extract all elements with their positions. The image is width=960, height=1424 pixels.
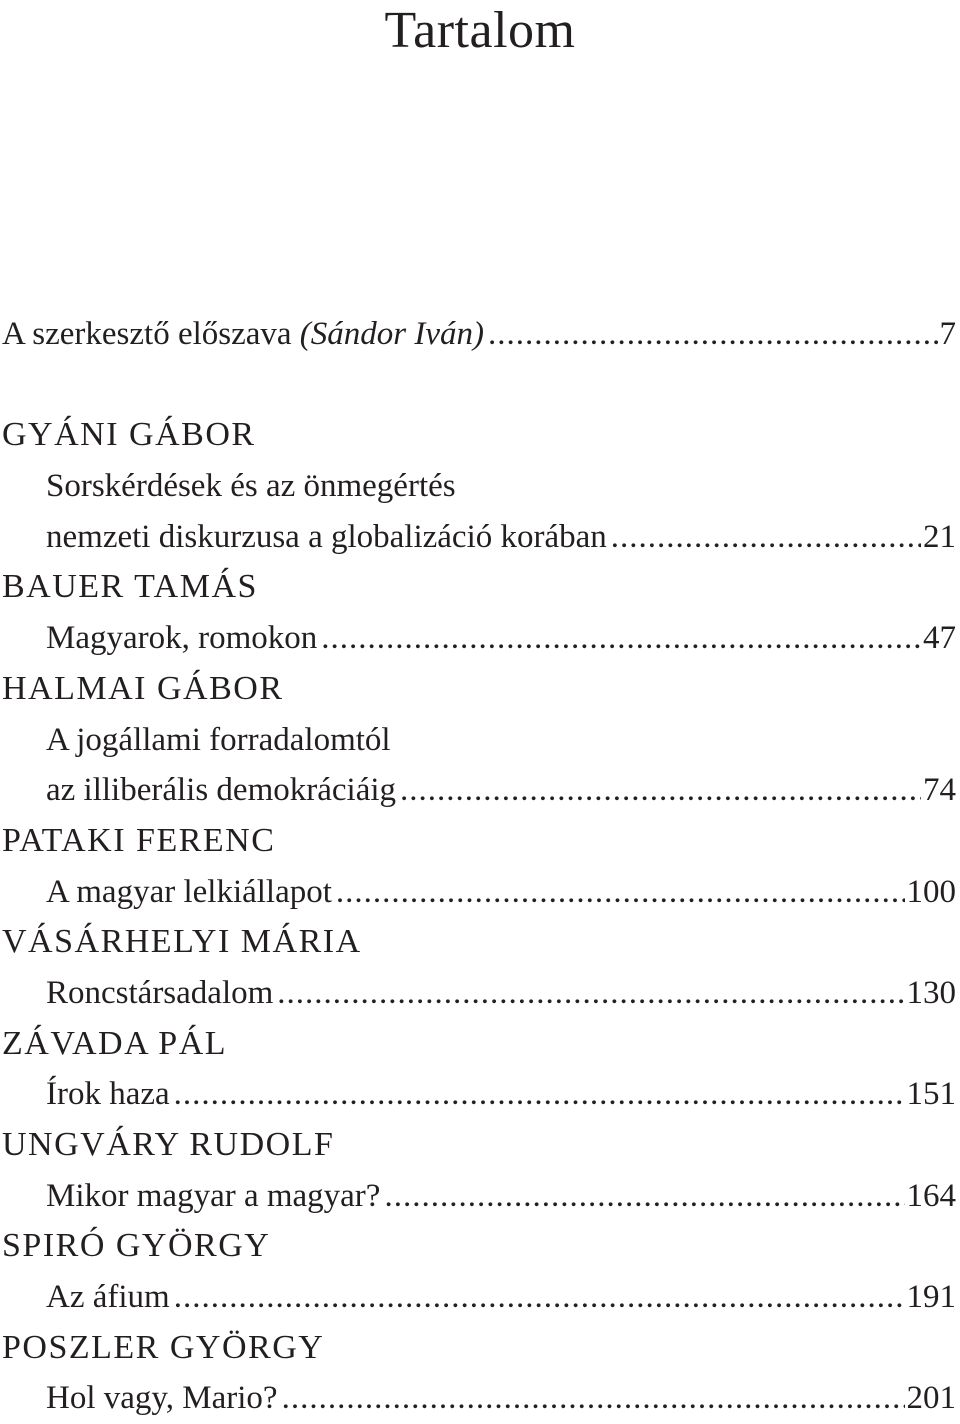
entry-title: Hol vagy, Mario? bbox=[46, 1380, 278, 1417]
dot-leader bbox=[282, 1373, 905, 1424]
dot-leader bbox=[277, 968, 904, 1019]
entry-title: Magyarok, romokon bbox=[46, 620, 318, 657]
page-title: Tartalom bbox=[384, 2, 576, 59]
toc-entry bbox=[2, 512, 956, 563]
toc-author: BAUER TAMÁS bbox=[2, 568, 258, 606]
toc-author: POSZLER GYÖRGY bbox=[2, 1328, 325, 1366]
preface-author: (Sándor Iván) bbox=[299, 316, 485, 352]
entry-title: Sorskérdések és az önmegértés bbox=[46, 468, 456, 505]
dot-leader bbox=[488, 309, 937, 360]
toc-entry bbox=[2, 1069, 956, 1120]
entry-title: Írok haza bbox=[46, 1076, 170, 1113]
page-number: 191 bbox=[906, 1279, 956, 1316]
entry-title: az illiberális demokráciáig bbox=[46, 772, 397, 809]
preface-title: A szerkesztő előszava (Sándor Iván) bbox=[2, 316, 485, 352]
page-number: 201 bbox=[906, 1380, 956, 1417]
dot-leader bbox=[321, 613, 921, 664]
toc-author: GYÁNI GÁBOR bbox=[2, 416, 256, 454]
toc-entry bbox=[2, 867, 956, 918]
entry-title: Mikor magyar a magyar? bbox=[46, 1177, 381, 1214]
toc-entry bbox=[2, 1171, 956, 1222]
toc-author: PATAKI FERENC bbox=[2, 821, 276, 859]
toc-entry-title-line bbox=[2, 715, 956, 766]
entry-title: A jogállami forradalomtól bbox=[46, 721, 391, 758]
dot-leader bbox=[174, 1272, 905, 1323]
page-number: 100 bbox=[906, 873, 956, 910]
page-number: 7 bbox=[939, 316, 956, 352]
table-of-contents bbox=[2, 309, 956, 1424]
toc-author: HALMAI GÁBOR bbox=[2, 669, 284, 707]
entry-title: A magyar lelkiállapot bbox=[46, 873, 332, 910]
toc-entry bbox=[2, 1272, 956, 1323]
dot-leader bbox=[174, 1069, 905, 1120]
toc-author: VÁSÁRHELYI MÁRIA bbox=[2, 923, 362, 961]
dot-leader bbox=[384, 1171, 904, 1222]
spacer bbox=[2, 360, 956, 411]
entry-title: Roncstársadalom bbox=[46, 974, 274, 1011]
dot-leader bbox=[336, 867, 905, 918]
page-number: 47 bbox=[923, 620, 956, 657]
page-number: 74 bbox=[923, 772, 956, 809]
dot-leader bbox=[611, 512, 921, 563]
toc-author: SPIRÓ GYÖRGY bbox=[2, 1227, 271, 1265]
toc-entry-preface bbox=[2, 309, 956, 360]
entry-title: Az áfium bbox=[46, 1279, 170, 1316]
page-number: 151 bbox=[906, 1076, 956, 1113]
toc-author: ZÁVADA PÁL bbox=[2, 1024, 228, 1062]
toc-entries bbox=[2, 410, 956, 1424]
toc-entry bbox=[2, 968, 956, 1019]
page-number: 21 bbox=[923, 518, 956, 555]
page-number: 164 bbox=[906, 1177, 956, 1214]
dot-leader bbox=[400, 765, 921, 816]
page-number: 130 bbox=[906, 974, 956, 1011]
toc-entry bbox=[2, 765, 956, 816]
entry-title: nemzeti diskurzusa a globalizáció korában bbox=[46, 518, 607, 555]
toc-entry-title-line bbox=[2, 461, 956, 512]
toc-entry bbox=[2, 613, 956, 664]
toc-entry bbox=[2, 1373, 956, 1424]
toc-author: UNGVÁRY RUDOLF bbox=[2, 1126, 335, 1163]
